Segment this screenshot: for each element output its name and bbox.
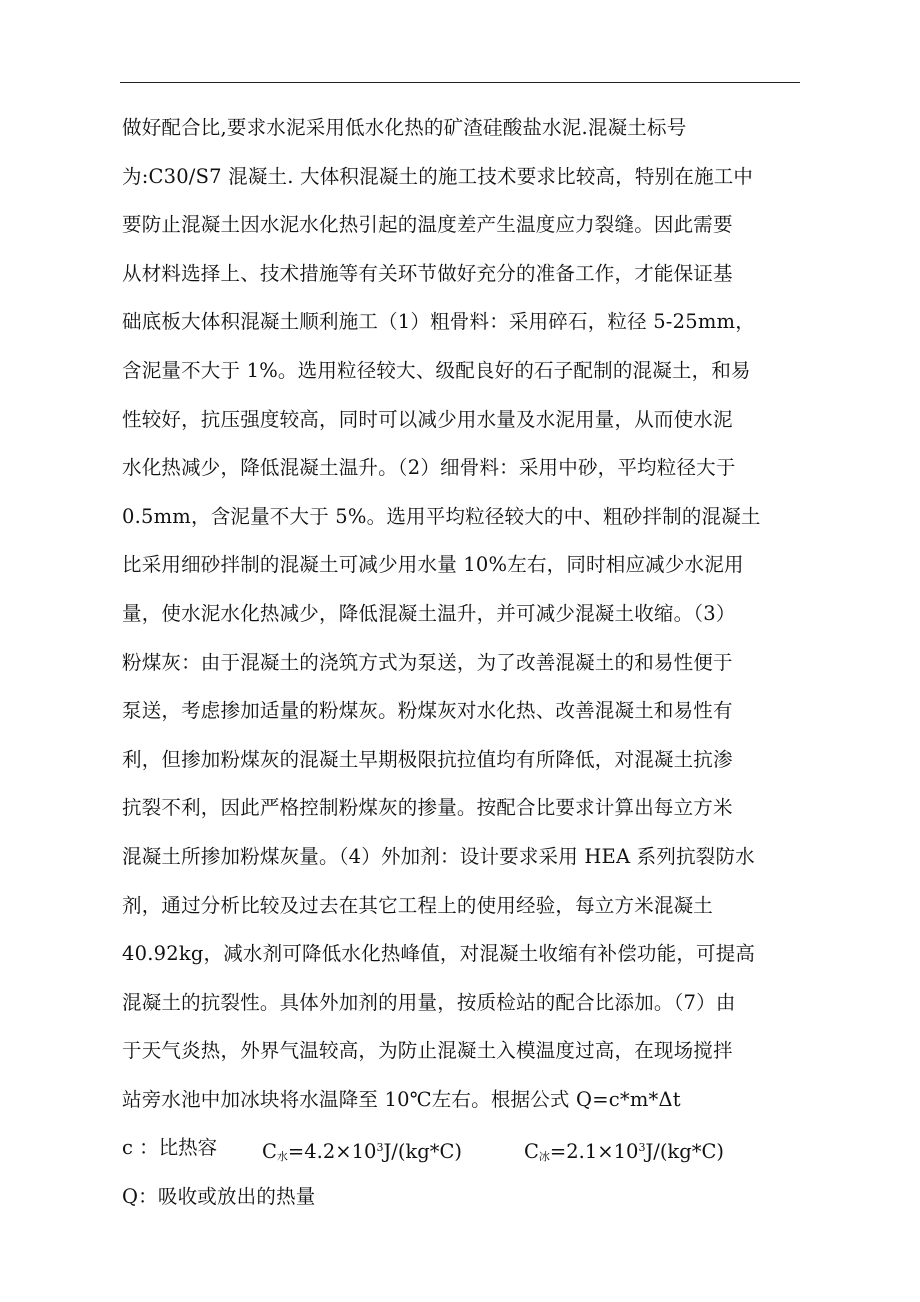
ice-prefix: C <box>524 1140 539 1164</box>
water-unit: J/(kg*C) <box>383 1140 463 1164</box>
text-line: 要防止混凝土因水泥水化热引起的温度差产生温度应力裂缝。因此需要 <box>122 213 733 237</box>
water-sub: 水 <box>276 1150 288 1164</box>
text-line: Q：吸收或放出的热量 <box>122 1185 316 1209</box>
body-text <box>122 104 802 1222</box>
text-line: 粉煤灰：由于混凝土的浇筑方式为泵送，为了改善混凝土的和易性便于 <box>122 650 733 674</box>
ice-exp: 3 <box>638 1141 646 1155</box>
text-line: 从材料选择上、技术措施等有关环节做好充分的准备工作，才能保证基 <box>122 261 733 285</box>
ice-value: =2.1×10 <box>549 1140 639 1164</box>
text-line: 剂，通过分析比较及过去在其它工程上的使用经验，每立方米混凝土 <box>122 893 714 917</box>
water-prefix: C <box>262 1140 277 1164</box>
text-line: 础底板大体积混凝土顺利施工（1）粗骨料：采用碎石，粒径 5-25mm， <box>122 310 755 334</box>
ice-unit: J/(kg*C) <box>645 1140 725 1164</box>
text-line: 泵送，考虑掺加适量的粉煤灰。粉煤灰对水化热、改善混凝土和易性有 <box>122 699 733 723</box>
text-line: 比采用细砂拌制的混凝土可减少用水量 10%左右，同时相应减少水泥用 <box>122 553 744 577</box>
ice-specific-heat <box>524 1124 724 1182</box>
text-line: 为:C30/S7 混凝土. 大体积混凝土的施工技术要求比较高，特别在施工中 <box>122 164 754 188</box>
water-exp: 3 <box>376 1141 384 1155</box>
text-line: 做好配合比,要求水泥采用低水化热的矿渣硅酸盐水泥.混凝土标号 <box>122 116 687 139</box>
text-line: 混凝土所掺加粉煤灰量。（4）外加剂：设计要求采用 HEA 系列抗裂防水 <box>122 844 755 868</box>
text-line: 抗裂不利，因此严格控制粉煤灰的掺量。按配合比要求计算出每立方米 <box>122 796 733 820</box>
text-line: 于天气炎热，外界气温较高，为防止混凝土入模温度过高，在现场搅拌 <box>122 1039 733 1063</box>
specific-heat-formula <box>122 1124 802 1173</box>
text-line: 利，但掺加粉煤灰的混凝土早期极限抗拉值均有所降低，对混凝土抗渗 <box>122 747 733 771</box>
text-line: 性较好，抗压强度较高，同时可以减少用水量及水泥用量，从而使水泥 <box>122 407 733 431</box>
text-line: 量，使水泥水化热减少，降低混凝土温升，并可减少混凝土收缩。（3） <box>122 601 736 625</box>
text-line: 40.92kg，减水剂可降低水化热峰值，对混凝土收缩有补偿功能，可提高 <box>122 942 756 966</box>
text-line: 含泥量不大于 1%。选用粒径较大、级配良好的石子配制的混凝土，和易 <box>122 358 751 382</box>
water-value: =4.2×10 <box>287 1140 377 1164</box>
text-line: 0.5mm，含泥量不大于 5%。选用平均粒径较大的中、粗砂拌制的混凝土 <box>122 504 761 528</box>
water-specific-heat <box>262 1124 462 1182</box>
text-line: 混凝土的抗裂性。具体外加剂的用量，按质检站的配合比添加。（7）由 <box>122 990 736 1014</box>
header-rule <box>120 82 800 83</box>
text-line: 站旁水池中加冰块将水温降至 10℃左右。根据公式 Q=c*m*Δt <box>122 1087 681 1111</box>
formula-label: c ：比热容 <box>122 1136 218 1160</box>
text-line: 水化热减少，降低混凝土温升。（2）细骨料：采用中砂，平均粒径大于 <box>122 456 736 480</box>
ice-sub: 冰 <box>538 1150 550 1164</box>
